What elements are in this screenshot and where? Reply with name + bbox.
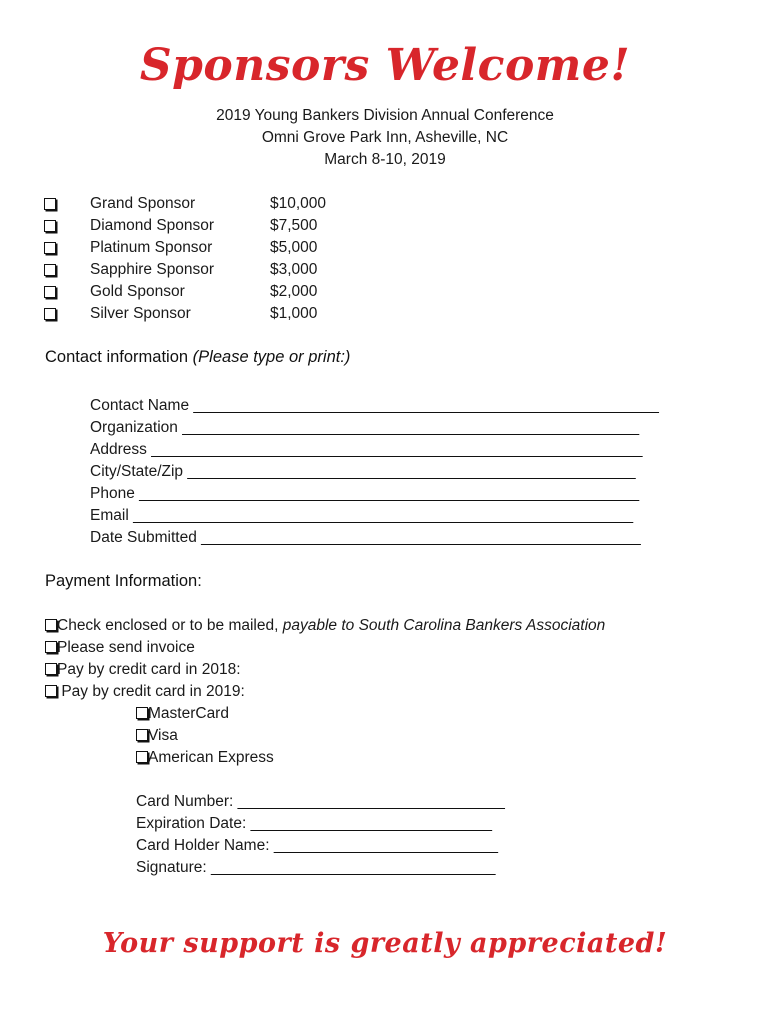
contact-fields [90, 395, 690, 549]
signature-field[interactable] [45, 857, 725, 879]
field-line[interactable]: __________________________________________________________ [133, 507, 634, 524]
sponsor-option[interactable] [44, 281, 364, 303]
field-label: Card Holder Name: [136, 837, 270, 854]
sponsor-option[interactable] [44, 193, 364, 215]
phone-field[interactable] [90, 483, 690, 505]
checkbox-icon[interactable] [136, 751, 148, 763]
card-type-amex[interactable] [45, 747, 725, 769]
sponsor-name: Sapphire Sponsor [90, 261, 215, 278]
city-state-zip-field[interactable] [90, 461, 690, 483]
field-label: Email [90, 507, 129, 524]
card-type-visa[interactable] [45, 725, 725, 747]
invoice-option[interactable] [45, 637, 725, 659]
date-submitted-field[interactable] [90, 527, 690, 549]
sponsor-amount: $2,000 [270, 283, 318, 300]
checkbox-icon[interactable] [44, 264, 56, 276]
checkbox-icon[interactable] [45, 663, 57, 675]
sponsor-name: Grand Sponsor [90, 195, 196, 212]
field-label: City/State/Zip [90, 463, 184, 480]
card-type-mastercard[interactable] [45, 703, 725, 725]
field-label: Expiration Date: [136, 815, 247, 832]
field-line[interactable]: ___________________________________________________ [201, 529, 641, 546]
card-type-label: American Express [148, 749, 274, 766]
sponsor-option[interactable] [44, 237, 364, 259]
checkbox-icon[interactable] [44, 220, 56, 232]
field-label: Signature: [136, 859, 207, 876]
contact-heading-text: Contact information [45, 348, 189, 366]
check-label: Check enclosed or to be mailed, [57, 617, 283, 634]
payment-heading: Payment Information: [45, 572, 202, 590]
field-label: Address [90, 441, 147, 458]
contact-heading-note: (Please type or print:) [192, 348, 351, 366]
checkbox-icon[interactable] [136, 729, 148, 741]
card-number-field[interactable] [45, 791, 725, 813]
checkbox-icon[interactable] [45, 685, 57, 697]
checkbox-icon[interactable] [45, 641, 57, 653]
checkbox-icon[interactable] [44, 242, 56, 254]
conference-info [0, 105, 770, 171]
field-line[interactable]: __________________________________________________________ [139, 485, 640, 502]
organization-field[interactable] [90, 417, 690, 439]
field-label: Card Number: [136, 793, 234, 810]
address-field[interactable] [90, 439, 690, 461]
expiration-date-field[interactable] [45, 813, 725, 835]
credit-card-2019-option[interactable] [45, 681, 725, 703]
field-label: Organization [90, 419, 178, 436]
sponsor-option[interactable] [44, 303, 364, 325]
payment-options [45, 615, 725, 879]
field-label: Phone [90, 485, 135, 502]
sponsor-amount: $1,000 [270, 305, 318, 322]
field-line[interactable]: __________________________ [273, 837, 498, 854]
field-label: Contact Name [90, 397, 190, 414]
field-line[interactable]: _____________________________________________________ [182, 419, 640, 436]
spacer [45, 769, 725, 791]
conference-venue: Omni Grove Park Inn, Asheville, NC [261, 129, 509, 146]
sponsor-name: Diamond Sponsor [90, 217, 215, 234]
sponsor-name: Platinum Sponsor [90, 239, 213, 256]
field-line[interactable]: ____________________________ [250, 815, 492, 832]
checkbox-icon[interactable] [44, 198, 56, 210]
sponsor-option[interactable] [44, 259, 364, 281]
field-line[interactable]: _______________________________ [237, 793, 505, 810]
checkbox-icon[interactable] [44, 308, 56, 320]
credit-card-2018-option[interactable] [45, 659, 725, 681]
credit-card-2018-label: Pay by credit card in 2018: [57, 661, 241, 678]
checkbox-icon[interactable] [45, 619, 57, 631]
contact-heading [45, 348, 350, 367]
sponsor-amount: $5,000 [270, 239, 318, 256]
invoice-label: Please send invoice [57, 639, 195, 656]
sponsor-amount: $10,000 [270, 195, 327, 212]
sponsor-name: Silver Sponsor [90, 305, 191, 322]
checkbox-icon[interactable] [136, 707, 148, 719]
credit-card-2019-label: Pay by credit card in 2019: [61, 683, 245, 700]
conference-name: 2019 Young Bankers Division Annual Conference [216, 107, 554, 124]
field-line[interactable]: _________________________________________________________ [151, 441, 643, 458]
sponsor-name: Gold Sponsor [90, 283, 185, 300]
card-type-label: MasterCard [148, 705, 229, 722]
check-option[interactable] [45, 615, 725, 637]
field-line[interactable]: ____________________________________________________ [187, 463, 636, 480]
check-payee-note: payable to South Carolina Bankers Association [282, 617, 606, 634]
page-title: Sponsors Welcome! [139, 40, 631, 91]
field-line[interactable]: ______________________________________________________ [193, 397, 659, 414]
footer-thanks: Your support is greatly appreciated! [102, 928, 668, 959]
checkbox-icon[interactable] [44, 286, 56, 298]
conference-dates: March 8-10, 2019 [324, 151, 446, 168]
field-label: Date Submitted [90, 529, 197, 546]
field-line[interactable]: _________________________________ [210, 859, 496, 876]
sponsor-option[interactable] [44, 215, 364, 237]
card-holder-name-field[interactable] [45, 835, 725, 857]
card-type-label: Visa [148, 727, 178, 744]
sponsor-amount: $7,500 [270, 217, 318, 234]
email-field[interactable] [90, 505, 690, 527]
contact-name-field[interactable] [90, 395, 690, 417]
sponsor-amount: $3,000 [270, 261, 318, 278]
sponsor-levels [44, 193, 364, 325]
